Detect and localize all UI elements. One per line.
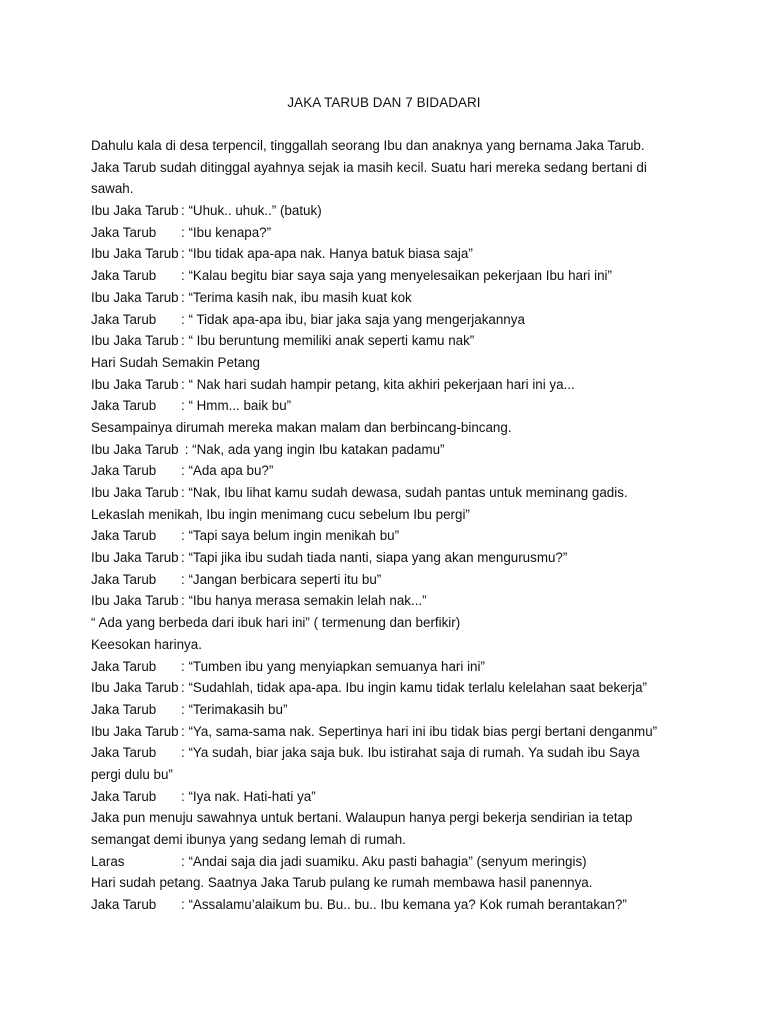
narration-line <box>91 764 691 786</box>
dialogue-text: : “Iya nak. Hati-hati ya” <box>181 788 316 804</box>
dialogue-line <box>91 374 691 396</box>
dialogue-text: : “Ya, sama-sama nak. Sepertinya hari ini ibu tidak bias pergi bertani denganmu” <box>181 723 658 739</box>
dialogue-line <box>91 439 691 461</box>
dialogue-text: : “Kalau begitu biar saya saja yang menyelesaikan pekerjaan Ibu hari ini” <box>181 268 612 284</box>
line-text: Jaka Tarub sudah ditinggal ayahnya sejak ia masih kecil. Suatu hari mereka sedang bertani di <box>91 159 647 175</box>
dialogue-line <box>91 460 691 482</box>
line-text: Lekaslah menikah, Ibu ingin menimang cucu sebelum Ibu pergi” <box>91 506 470 522</box>
document-title: JAKA TARUB DAN 7 BIDADARI <box>287 95 481 110</box>
speaker-name: Jaka Tarub <box>91 571 157 587</box>
speaker-name: Jaka Tarub <box>91 701 157 717</box>
dialogue-text: : “Sudahlah, tidak apa-apa. Ibu ingin kamu tidak terlalu kelelahan saat bekerja” <box>181 680 647 696</box>
dialogue-line <box>91 200 691 222</box>
speaker-name: Ibu Jaka Tarub <box>91 550 179 566</box>
dialogue-text: : “ Ibu beruntung memiliki anak seperti kamu nak” <box>181 333 475 349</box>
speaker-name: Jaka Tarub <box>91 897 157 913</box>
speaker-name: Jaka Tarub <box>91 658 157 674</box>
dialogue-line <box>91 677 691 699</box>
dialogue-line <box>91 742 691 764</box>
speaker-name: Ibu Jaka Tarub <box>91 593 179 609</box>
narration-line <box>91 872 691 894</box>
dialogue-line <box>91 786 691 808</box>
dialogue-text: : “ Tidak apa-apa ibu, biar jaka saja yang mengerjakannya <box>181 311 525 327</box>
dialogue-text: : “Tapi saya belum ingin menikah bu” <box>181 528 400 544</box>
dialogue-text: : “Ibu kenapa?” <box>181 224 272 240</box>
dialogue-text: : “ Nak hari sudah hampir petang, kita akhiri pekerjaan hari ini ya... <box>181 376 575 392</box>
speaker-name: Laras <box>91 853 125 869</box>
line-text: Hari Sudah Semakin Petang <box>91 354 260 370</box>
dialogue-line <box>91 243 691 265</box>
speaker-name: Jaka Tarub <box>91 224 157 240</box>
line-text: “ Ada yang berbeda dari ibuk hari ini” ( termenung dan berfikir) <box>91 615 461 631</box>
speaker-name: Ibu Jaka Tarub <box>91 376 179 392</box>
dialogue-line <box>91 721 691 743</box>
line-text: pergi dulu bu” <box>91 766 173 782</box>
dialogue-line <box>91 590 691 612</box>
dialogue-text: : “Terima kasih nak, ibu masih kuat kok <box>181 289 412 305</box>
speaker-name: Jaka Tarub <box>91 745 157 761</box>
document-body <box>91 135 691 916</box>
line-text: semangat demi ibunya yang sedang lemah di rumah. <box>91 832 406 847</box>
speaker-name: Ibu Jaka Tarub <box>91 246 179 262</box>
dialogue-line <box>91 395 691 417</box>
narration-line <box>91 352 691 374</box>
narration-line <box>91 135 691 157</box>
narration-line <box>91 807 691 829</box>
narration-line <box>91 504 691 526</box>
dialogue-line <box>91 569 691 591</box>
speaker-name: Jaka Tarub <box>91 463 157 479</box>
dialogue-line <box>91 309 691 331</box>
line-text: Dahulu kala di desa terpencil, tinggallah seorang Ibu dan anaknya yang bernama Jaka Tarub. <box>91 138 645 153</box>
dialogue-line <box>91 699 691 721</box>
dialogue-text: : “Ya sudah, biar jaka saja buk. Ibu istirahat saja di rumah. Ya sudah ibu Saya <box>181 745 640 761</box>
narration-line <box>91 829 691 851</box>
line-text: Jaka pun menuju sawahnya untuk bertani. Walaupun hanya pergi bekerja sendirian ia tetap <box>91 810 633 826</box>
dialogue-text: : “Tapi jika ibu sudah tiada nanti, siapa yang akan mengurusmu?” <box>181 550 568 566</box>
dialogue-text: : “ Hmm... baik bu” <box>181 398 292 414</box>
dialogue-text: : “Terimakasih bu” <box>181 701 288 717</box>
dialogue-line <box>91 525 691 547</box>
speaker-name: Jaka Tarub <box>91 398 157 414</box>
speaker-name: Ibu Jaka Tarub <box>91 723 179 739</box>
speaker-name: Jaka Tarub <box>91 528 157 544</box>
speaker-name: Ibu Jaka Tarub <box>91 203 179 219</box>
dialogue-line <box>91 222 691 244</box>
dialogue-text: : “Nak, Ibu lihat kamu sudah dewasa, sudah pantas untuk meminang gadis. <box>181 485 628 500</box>
line-text: Keesokan harinya. <box>91 636 202 652</box>
dialogue-line <box>91 330 691 352</box>
speaker-name: Ibu Jaka Tarub <box>91 485 179 500</box>
dialogue-text: : “Ada apa bu?” <box>181 463 274 479</box>
narration-line <box>91 417 691 439</box>
speaker-name: Jaka Tarub <box>91 268 157 284</box>
dialogue-line <box>91 656 691 678</box>
dialogue-line <box>91 547 691 569</box>
dialogue-line <box>91 482 691 504</box>
narration-line <box>91 634 691 656</box>
line-text: Sesampainya dirumah mereka makan malam dan berbincang-bincang. <box>91 419 512 435</box>
speaker-name: Jaka Tarub <box>91 788 157 804</box>
dialogue-text: : “Uhuk.. uhuk..” (batuk) <box>181 203 322 219</box>
speaker-name: Ibu Jaka Tarub <box>91 441 179 457</box>
speaker-name: Ibu Jaka Tarub <box>91 680 179 696</box>
dialogue-line <box>91 894 691 916</box>
dialogue-text: : “Jangan berbicara seperti itu bu” <box>181 571 382 587</box>
narration-line <box>91 612 691 634</box>
speaker-name: Ibu Jaka Tarub <box>91 333 179 349</box>
dialogue-text: : “Ibu hanya merasa semakin lelah nak...” <box>181 593 427 609</box>
dialogue-text: : “Andai saja dia jadi suamiku. Aku pasti bahagia” (senyum meringis) <box>181 853 587 869</box>
dialogue-text: : “Nak, ada yang ingin Ibu katakan padamu” <box>181 441 445 457</box>
line-text: sawah. <box>91 181 134 197</box>
narration-line <box>91 178 691 200</box>
line-text: Hari sudah petang. Saatnya Jaka Tarub pulang ke rumah membawa hasil panennya. <box>91 875 593 891</box>
dialogue-text: : “Tumben ibu yang menyiapkan semuanya hari ini” <box>181 658 485 674</box>
dialogue-line <box>91 287 691 309</box>
dialogue-text: : “Assalamu’alaikum bu. Bu.. bu.. Ibu kemana ya? Kok rumah berantakan?” <box>181 897 627 913</box>
narration-line <box>91 157 691 179</box>
dialogue-line <box>91 851 691 873</box>
speaker-name: Ibu Jaka Tarub <box>91 289 179 305</box>
speaker-name: Jaka Tarub <box>91 311 157 327</box>
dialogue-text: : “Ibu tidak apa-apa nak. Hanya batuk biasa saja” <box>181 246 473 262</box>
dialogue-line <box>91 265 691 287</box>
